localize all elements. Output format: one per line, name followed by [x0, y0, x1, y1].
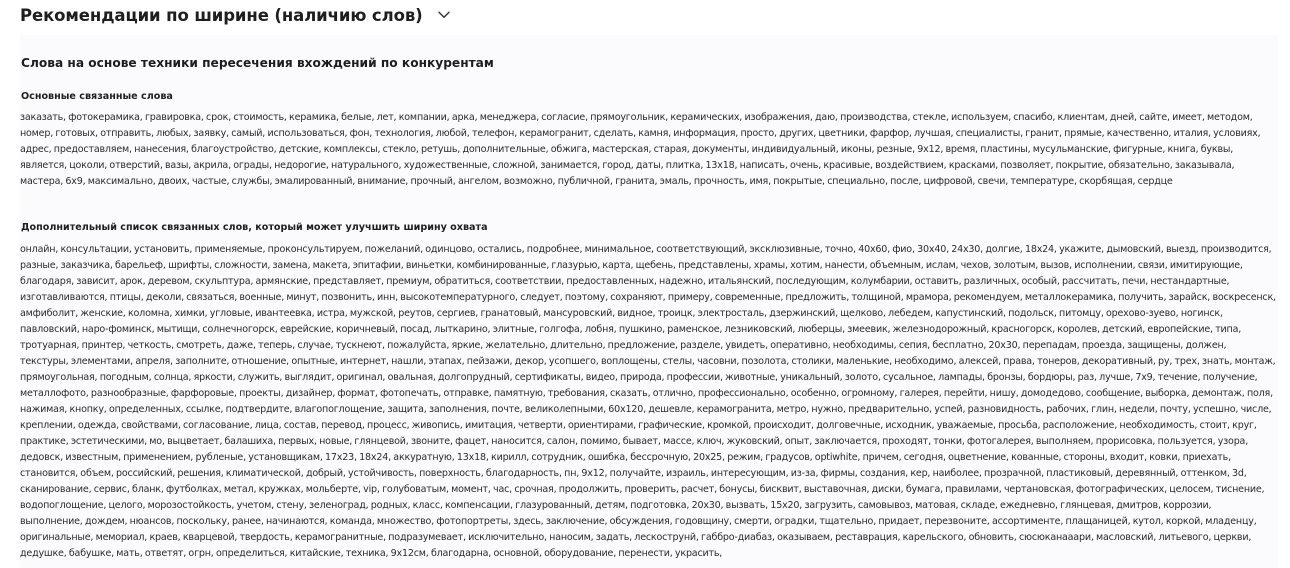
section-heading: Рекомендации по ширине (наличию слов) — [20, 5, 423, 25]
words-card — [20, 35, 1278, 568]
main-words-list: заказать, фотокерамика, гравировка, срок, стоимость, керамика, белые, лет, компании, арка, менеджера, согласие, прямоугольник, керамических, изображения, даю, производства, стекле, используем, спасибо, клиентам, дней, сайте, имеет, методом, номер, готовых, отправить, любых, заявку, самый, использоваться, фон, технология, любой, телефон, керамогранит, сделать, камня, информация, просто, других, цветники, фарфор, лучшая, специалисты, гранит, прямые, качественно, италия, условиях, адрес, предоставляем, нанесения, благоустройство, детские, комплексы, стекло, ретушь, дополнительные, обжига, мастерская, старая, документы, индивидуальный, иконы, резные, 9x12, время, пластины, мусульманские, фигурные, книга, буквы, является, цоколи, отверстий, вазы, акрила, ограды, недорогие, натурального, художественные, сложной, занимается, город, даты, плитка, 13х18, написать, очень, красивые, воздействием, красками, позволяет, покрытие, обязательно, заказывала, мастера, 6х9, максимально, двоих, частые, службы, эмалированный, внимание, прочный, ангелом, возможно, публичной, гранита, эмаль, прочность, имя, покрытые, специально, после, цифровой, свечи, температуре, скорбящая, сердце — [20, 112, 1261, 187]
main-words-title: Основные связанные слова — [21, 91, 173, 102]
chevron-down-icon[interactable] — [437, 8, 451, 22]
extra-words-list: онлайн, консультации, установить, применяемые, проконсультируем, пожеланий, одинцово, остались, подробнее, минимальное, соответствующий, эксклюзивные, точно, 40x60, фио, 30x40, 24x30, долгие, 18x24, укажите, дымовский, выезд, производится, разные, заказчика, барельеф, шрифты, сложности, замена, макета, эпитафии, виньетки, комбинированные, глазурью, карта, щебень, представлены, храмы, хотим, нанести, объемным, ислам, чехов, золотым, вызов, исполнении, связи, имитирующие, благодаря, зависит, арок, деревом, скульптура, армянские, представляет, премиум, обратиться, соответствии, предоставленных, надежно, итальянский, последующим, колумбарии, оставить, различных, особый, рассчитать, печи, нестандартные, изготавливаются, птицы, деколи, связаться, военные, минут, позвонить, инн, высокотемпературного, следует, поэтому, сохраняют, примеру, современные, предложить, толщиной, мрамора, рекомендуем, металлокерамика, получить, зарайск, воскресенск, амфиболит, женские, коломна, химки, угловые, ивантеевка, истра, мужской, реутов, сергиев, гранатовый, мансуровский, видное, троицк, электросталь, дзержинский, щелково, лебедем, капустинский, подольск, питомцу, орехово-зуево, ногинск, павловский, наро-фоминск, мытищи, солнечногорск, еврейские, коричневый, посад, лыткарино, элитные, голгофа, лобня, пушкино, раменское, лезниковский, люберцы, змеевик, железнодорожный, красногорск, королев, детский, европейские, типа, тротуарная, принтер, четкость, смотреть, даже, теперь, случае, тускнеют, пожалуйста, яркие, желательно, длительно, предложение, разделе, увидеть, оперативно, необходимы, сепия, бесплатно, 20x30, перепадам, проезда, защищены, должен, текстуры, элементами, апреля, заполните, отношение, опытные, интернет, нашли, этапах, пейзажи, декор, усопшего, воплощены, стелы, часовни, позолота, столики, маленькие, необходимо, алексей, права, тонеров, декоративный, ру, трех, знать, монтаж, прямоугольная, погодным, солнца, яркости, служить, выглядит, оригинал, овальная, долгопрудный, сертификаты, видео, природа, профессии, животные, уникальный, золото, сусальное, лампады, бронзы, бордюры, раз, лучше, 7x9, течение, получение, металлофото, разнообразные, фарфоровые, проекты, дизайнер, формат, фотопечать, отправке, памятную, требования, сказать, отлично, профессионально, особенно, огромному, галерея, перейти, нишу, домодедово, сообщение, выборка, демонтаж, поля, нажимая, кнопку, определенных, ссылке, подтвердите, влагопоглощение, защита, заполнения, почте, великолепными, 60x120, дешевле, керамогранита, метро, нужно, предварительно, успей, разновидность, рабочих, глин, недели, почту, успешно, числе, креплении, одежда, свойствами, согласование, лица, состав, перевод, процесс, живопись, имитация, четверти, ориентирами, графические, кромкой, происходит, долговечные, исходник, уважаемые, просьба, расположение, необходимость, стоит, круг, практике, эстетическими, мо, выцветает, балашиха, первых, новые, глянцевой, звоните, фацет, наносится, салон, помимо, бывает, массе, ключ, жуковский, опыт, заключается, проходят, тонки, фотогалерея, выполняем, прорисовка, пользуется, узора, дедовск, известным, применением, рубленые, установщикам, 17x23, 18x24, аккуратную, 13x18, кирилл, сотрудник, ошибка, бессрочную, 20x25, режим, градусов, optiwhite, причем, сегодня, оцветнение, кованные, стороны, входит, ковки, приехать, становится, объем, российский, решения, климатической, добрый, устойчивость, поверхность, благодарность, пн, 9x12, получайте, израиль, интересующим, из-за, фирмы, создания, кер, наиболее, прозрачной, пластиковый, деревянный, оттенком, 3d, сканирование, сервис, бланк, футболках, метал, кружках, мольберте, vip, голубоватым, момент, час, срочная, продолжить, проверить, расчет, бонусы, бисквит, выставочная, диски, бумага, правилами, чертановская, фотографических, целосем, тиснение, водопоглощение, целого, морозостойкость, учетом, стену, зеленоград, родных, класс, компенсации, глазурованный, детям, подготовка, 20x30, вызвать, 15x20, загрузить, самовывоз, матовая, складе, ежедневно, глянцевая, дмитров, коррозии, выполнение, дождем, нюансов, поскольку, ранее, начинаются, команда, множество, фотопортреты, здесь, заключение, обсуждения, годовщину, смерти, оградки, тщательно, придает, перезвоните, ассортименте, плащаницей, кутол, коркой, младенцу, оригинальные, мемориал, краев, кварцевой, твердость, керамогранитные, подразумевает, исключительно, наносим, задать, лескострунй, габбро-диабаз, оказываем, реставрация, карельского, обновить, сюсюканааари, масловский, литьевого, церкви, дедушке, бабушке, мать, ответят, огрн, определиться, китайские, техника, 9x12см, благодарна, основной, оборудование, перенести, украсить, — [20, 244, 1276, 559]
extra-words-title: Дополнительный список связанных слов, который может улучшить ширину охвата — [21, 222, 488, 233]
section-title: Слова на основе техники пересечения вхождений по конкурентам — [21, 56, 494, 70]
collapsible-header[interactable] — [20, 0, 451, 30]
